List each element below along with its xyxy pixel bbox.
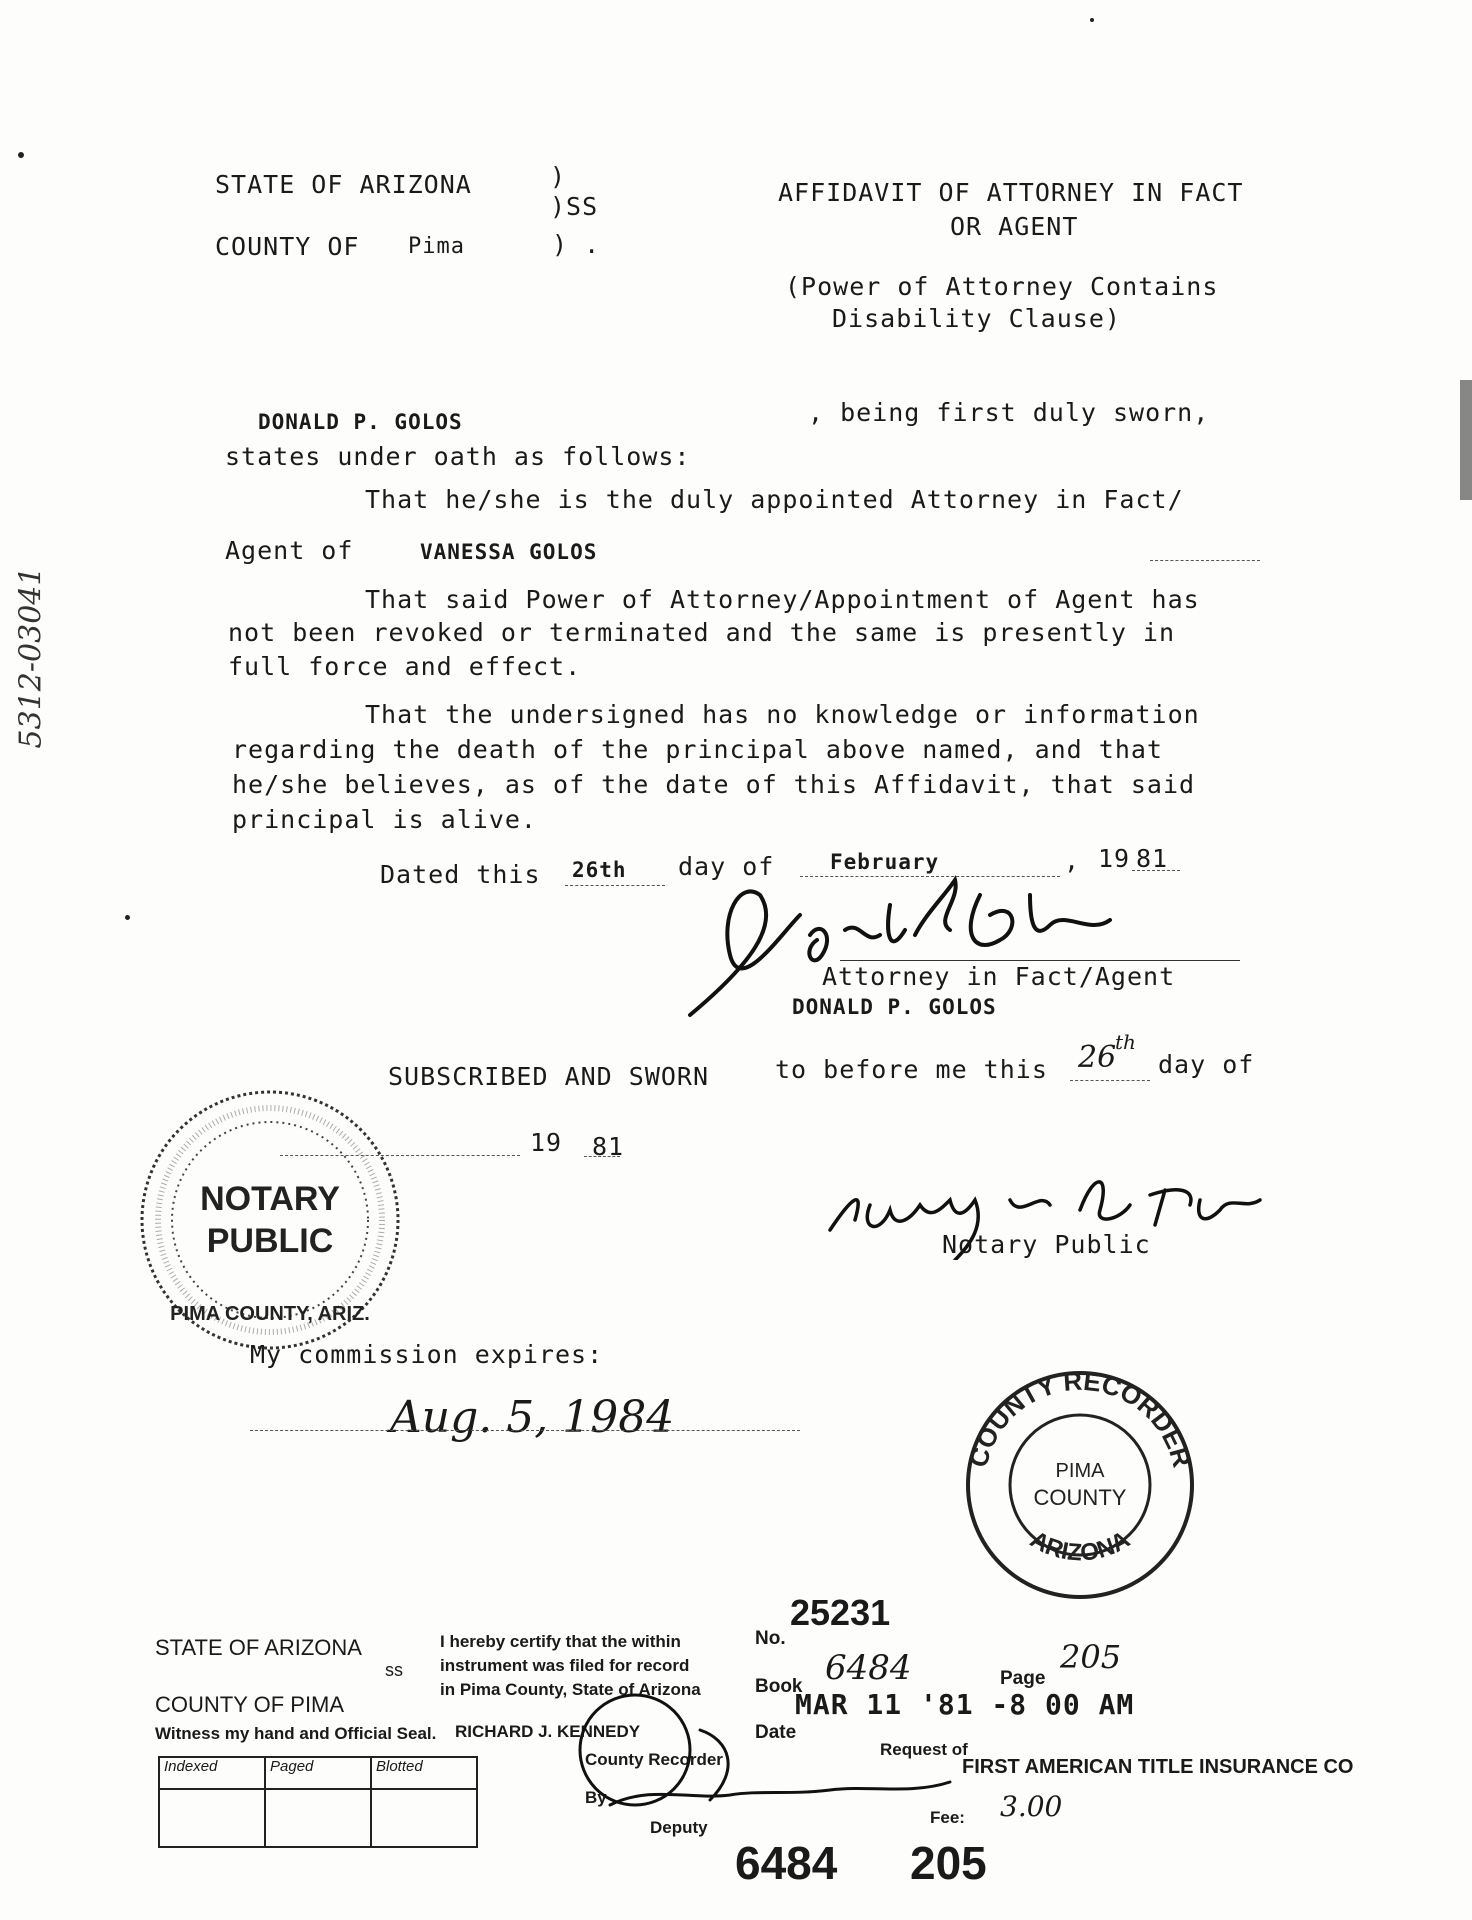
by-label: By	[585, 1788, 607, 1807]
seal-inner-county-text: COUNTY	[1033, 1485, 1127, 1510]
dated-label: Dated this	[380, 860, 541, 889]
document-subtitle-line1: (Power of Attorney Contains	[785, 272, 1219, 301]
recorder-title: County Recorder	[585, 1750, 723, 1769]
seal-notary-text: NOTARY	[200, 1180, 340, 1218]
county-value: Pima	[408, 234, 465, 259]
margin-note: 5312-03041	[13, 566, 49, 749]
stamp-paged: Paged	[265, 1757, 371, 1789]
seal-public-text: PUBLIC	[206, 1222, 334, 1260]
signer-title: Attorney in Fact/Agent	[822, 962, 1176, 991]
document-title-line1: AFFIDAVIT OF ATTORNEY IN FACT	[778, 178, 1244, 207]
book-label: Book	[755, 1676, 803, 1697]
notary-seal	[130, 1080, 420, 1360]
principal-name: VANESSA GOLOS	[420, 540, 598, 564]
agent-of-label: Agent of	[225, 536, 354, 565]
before-text: to before me this	[775, 1055, 1048, 1084]
svg-text:ARIZONA	[1026, 1526, 1135, 1567]
county-recorder-seal	[955, 1365, 1205, 1605]
fee-label: Fee:	[930, 1808, 965, 1827]
scan-speck	[1090, 18, 1094, 22]
recording-county: COUNTY OF PIMA	[155, 1692, 345, 1717]
affiant-name: DONALD P. GOLOS	[258, 410, 463, 434]
date-value: MAR 11 '81 -8 00 AM	[795, 1688, 1135, 1721]
dated-day: 26th	[572, 858, 627, 882]
notary-year-suffix: 81	[592, 1132, 625, 1161]
day-of-label: day of	[678, 852, 775, 881]
request-value: FIRST AMERICAN TITLE INSURANCE CO	[962, 1756, 1354, 1778]
para3-line1: That the undersigned has no knowledge or information	[365, 700, 1200, 729]
seal-pima-text: PIMA	[1055, 1460, 1105, 1482]
page-label: Page	[1000, 1668, 1046, 1689]
state-label: STATE OF ARIZONA	[215, 170, 472, 199]
para2-line2: not been revoked or terminated and the same is presently in	[228, 618, 1176, 647]
para3-line2: regarding the death of the principal above named, and that	[232, 735, 1163, 764]
para3-line3: he/she believes, as of the date of this Affidavit, that said	[232, 770, 1196, 799]
notary-title: Notary Public	[942, 1230, 1151, 1259]
seal-county-text: PIMA COUNTY, ARIZ.	[170, 1303, 370, 1325]
scan-speck	[125, 915, 130, 920]
scan-edge-artifact	[1460, 380, 1472, 500]
notary-day-of: day of	[1158, 1050, 1255, 1079]
stamp-indexed: Indexed	[159, 1757, 265, 1789]
sworn-day-suffix: th	[1115, 1030, 1136, 1054]
book-value: 6484	[825, 1648, 912, 1688]
subscribed-text: SUBSCRIBED AND SWORN	[388, 1062, 710, 1091]
commission-date: Aug. 5, 1984	[390, 1392, 675, 1443]
notary-year-prefix: 19	[530, 1128, 563, 1157]
ss-marker: )SS	[550, 192, 599, 221]
scan-speck	[18, 152, 24, 158]
para3-line4: principal is alive.	[232, 805, 537, 834]
fee-value: 3.00	[1000, 1790, 1063, 1823]
para2-line1: That said Power of Attorney/Appointment of Agent has	[365, 585, 1200, 614]
no-label: No.	[755, 1628, 786, 1649]
signer-name: DONALD P. GOLOS	[792, 995, 997, 1019]
certify-line1: I hereby certify that the within	[440, 1632, 681, 1651]
footer-page-number: 205	[910, 1837, 987, 1889]
page-value: 205	[1060, 1638, 1122, 1676]
county-label: COUNTY OF	[215, 232, 360, 261]
recording-ss: ss	[385, 1660, 403, 1680]
seal-recorder-text: COUNTY RECORDER	[962, 1365, 1198, 1471]
states-text: states under oath as follows:	[225, 442, 691, 471]
document-page: 5312-03041 STATE OF ARIZONA ) )SS COUNTY OF Pima ) . AFFIDAVIT OF ATTORNEY IN FACT OR AGENT (Power of Attorney Contains Disability Clause) DONALD P. GOLOS , being first duly sworn, states under oath as follows: That he/she is the duly appointed Attorney in Fact/ Agent of VANESSA GOLOS That said Power of Attorney/Appointment of Agent has not been revoked or terminated and the same is presently in full force and effect. That the undersigned has no knowledge or information regarding the death of the principal above named, and that he/she believes, as of the date of this Affidavit, that said principal is alive. Dated this 26th day of February , 19 81 Attorney in Fact/Agent DONALD P. GOLOS SUBSCRIBED AND SWORN to before me this 26 th day of 19 81 NOTARY PUBLIC PIMA COUNTY, ARIZ. Notary Public My commission expires: Aug. 5, 1984 COUNTY RECORDER ARIZONA PIMA COUNTY STATE OF ARIZONA ss COUNTY OF PIMA I hereby certify that the within instrument was filed for record in Pima County, State of Arizona Witness my hand and Official Seal. RICHARD J. KENNEDY County Recorder By Deputy Indexed Paged Blotted No. 25231 Book 6484 Page 205 Date MAR 11 '81 -8 00 AM Request of FIRST AMERICAN TITLE INSURANCE CO Fee: 3.00 6484 205	[0, 0, 1472, 1920]
sworn-day: 26	[1078, 1040, 1117, 1075]
date-label: Date	[755, 1722, 797, 1743]
record-number: 25231	[790, 1592, 891, 1633]
footer-book-number: 6484	[735, 1837, 838, 1889]
dated-month: February	[830, 850, 940, 874]
sworn-text: , being first duly sworn,	[808, 398, 1210, 427]
deputy-label: Deputy	[650, 1818, 708, 1837]
para2-line3: full force and effect.	[228, 652, 582, 681]
document-subtitle-line2: Disability Clause)	[832, 304, 1121, 333]
index-stamp-table	[158, 1756, 478, 1848]
certify-line3: in Pima County, State of Arizona	[440, 1680, 701, 1699]
request-label: Request of	[880, 1740, 968, 1759]
seal-arizona-text: ARIZONA	[1025, 1525, 1135, 1567]
dated-year-prefix: 19	[1098, 844, 1131, 873]
commission-label: My commission expires:	[250, 1340, 604, 1369]
witness-line: Witness my hand and Official Seal.	[155, 1724, 437, 1743]
svg-text:COUNTY RECORDER	[963, 1366, 1197, 1471]
recording-state: STATE OF ARIZONA	[155, 1635, 362, 1660]
stamp-blotted: Blotted	[371, 1757, 477, 1789]
document-title-line2: OR AGENT	[950, 212, 1079, 241]
para1-line1: That he/she is the duly appointed Attorney in Fact/	[365, 485, 1184, 514]
recorder-name: RICHARD J. KENNEDY	[455, 1722, 641, 1741]
certify-line2: instrument was filed for record	[440, 1656, 690, 1675]
dated-year-suffix: 81	[1136, 844, 1169, 873]
